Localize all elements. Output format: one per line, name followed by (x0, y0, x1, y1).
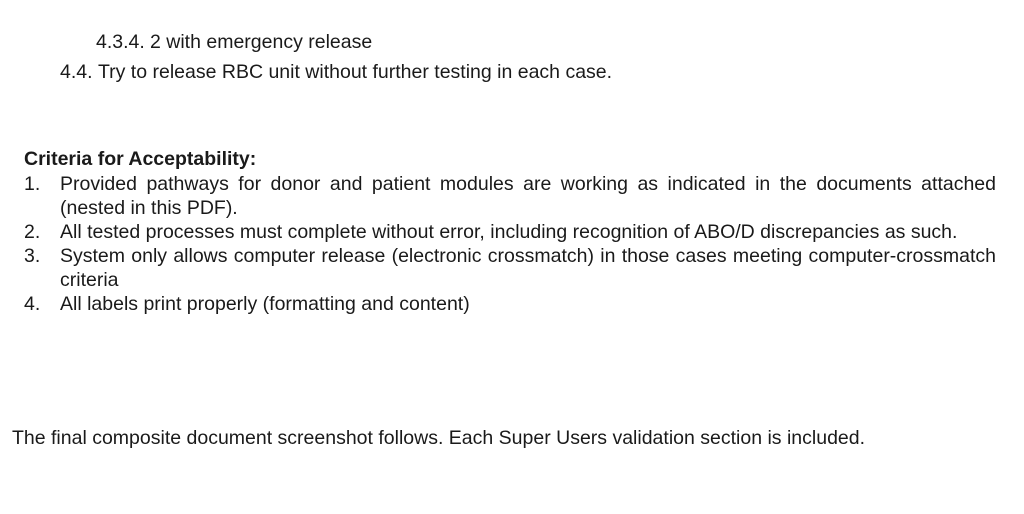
criteria-item-2 (24, 220, 996, 244)
criteria-item-marker: 1. (24, 173, 41, 195)
criteria-item-marker: 4. (24, 293, 41, 315)
list-item-text: 2 with emergency release (150, 31, 373, 53)
list-item-text: Try to release RBC unit without further testing in each case. (97, 61, 613, 83)
criteria-item-text: Provided pathways for donor and patient modules are working as indicated in the documents attached (nested in this PDF). (60, 173, 996, 219)
criteria-item-text: System only allows computer release (electronic crossmatch) in those cases meeting computer-crossmatch criteria (60, 245, 996, 291)
criteria-item-3 (24, 244, 996, 292)
list-item-4-4 (60, 60, 612, 84)
list-item-4-3-4 (96, 30, 372, 54)
criteria-item-1 (24, 172, 996, 220)
criteria-item-text: All labels print properly (formatting and content) (60, 293, 470, 315)
list-item-number: 4.3.4. (96, 31, 145, 53)
criteria-item-4 (24, 292, 996, 316)
closing-paragraph: The final composite document screenshot follows. Each Super Users validation section is included. (12, 427, 866, 449)
criteria-list (24, 172, 996, 316)
criteria-item-text: All tested processes must complete without error, including recognition of ABO/D discrepancies as such. (60, 221, 958, 243)
criteria-item-marker: 2. (24, 221, 41, 243)
criteria-item-marker: 3. (24, 245, 41, 267)
list-item-number: 4.4. (60, 61, 93, 83)
criteria-heading: Criteria for Acceptability: (24, 148, 257, 170)
